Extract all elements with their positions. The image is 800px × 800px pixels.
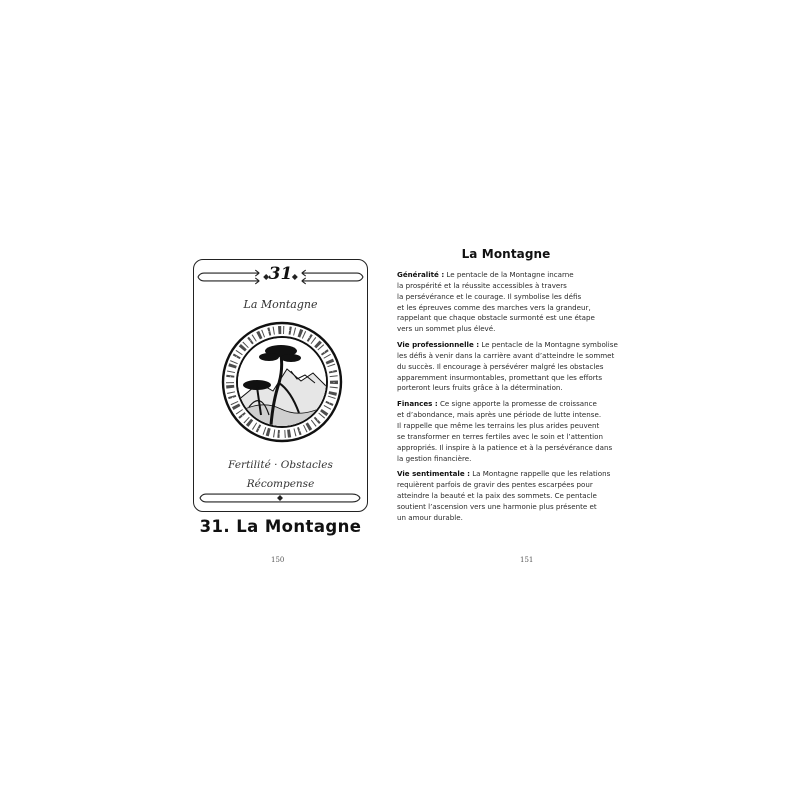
page-number-right: 151 — [520, 556, 534, 564]
section-line: vers un sommet plus élevé. — [397, 324, 496, 334]
section-generalite — [397, 270, 615, 335]
section-label: Vie professionnelle : — [397, 340, 480, 350]
section-line: et d’abondance, mais après une période de lutte intense. — [397, 410, 602, 420]
section-line: atteindre la beauté et la paix des sommets. Ce pentacle — [397, 491, 597, 501]
section-line: la prospérité et la réussite accessibles à travers — [397, 280, 567, 290]
section-line: rappelant que chaque obstacle surmonté est une étape — [397, 313, 595, 323]
page-title: La Montagne — [461, 247, 551, 261]
card-footer-ornament-icon — [194, 487, 367, 509]
section-line: les défis à venir dans la carrière avant d’atteindre le sommet — [397, 350, 615, 360]
section-label: Finances : — [397, 399, 438, 409]
section-line: appropriés. Il inspire à la patience et à la persévérance dans — [397, 442, 613, 452]
section-label: Vie sentimentale : — [397, 469, 470, 479]
section-line: un amour durable. — [397, 512, 463, 522]
oracle-card — [193, 259, 368, 512]
section-line: la gestion financière. — [397, 453, 472, 463]
section-vie-sentimentale — [397, 469, 615, 523]
section-line: Finances : Ce signe apporte la promesse de croissance — [397, 399, 597, 409]
card-keyword-line-1: Fertilité · Obstacles — [228, 459, 333, 471]
page-number-left: 150 — [271, 556, 285, 564]
section-line: apparemment insurmontables, promettant que les efforts — [397, 372, 603, 382]
section-line: se transformer en terres fertiles avec le soin et l’attention — [397, 431, 603, 441]
section-line: requièrent parfois de gravir des pentes escarpées pour — [397, 480, 593, 490]
section-line: soutient l’ascension vers une harmonie plus présente et — [397, 501, 597, 511]
section-label: Généralité : — [397, 270, 445, 279]
section-line: et les épreuves comme des marches vers la grandeur, — [397, 302, 591, 312]
section-line: Vie professionnelle : Le pentacle de la Montagne symbolise — [397, 340, 618, 350]
section-line: Vie sentimentale : La Montagne rappelle que les relations — [397, 469, 611, 479]
card-keyword-line-2: Récompense — [246, 478, 315, 490]
mountain-tree-emblem-icon — [221, 321, 343, 443]
card-name: La Montagne — [243, 298, 318, 311]
section-vie-professionnelle — [397, 340, 618, 394]
section-line: porteront leurs fruits grâce à la détermination. — [397, 383, 563, 393]
section-line: Généralité : Le pentacle de la Montagne incarne — [397, 270, 574, 279]
card-caption: 31. La Montagne — [199, 517, 362, 536]
section-line: Il rappelle que même les terrains les plus arides peuvent — [397, 420, 600, 430]
text-page — [397, 247, 618, 529]
section-finances — [397, 399, 615, 464]
card-number: 31 — [268, 264, 293, 284]
section-line: du succès. Il encourage à persévérer malgré les obstacles — [397, 361, 604, 371]
section-line: la persévérance et le courage. Il symbolise les défis — [397, 291, 582, 301]
